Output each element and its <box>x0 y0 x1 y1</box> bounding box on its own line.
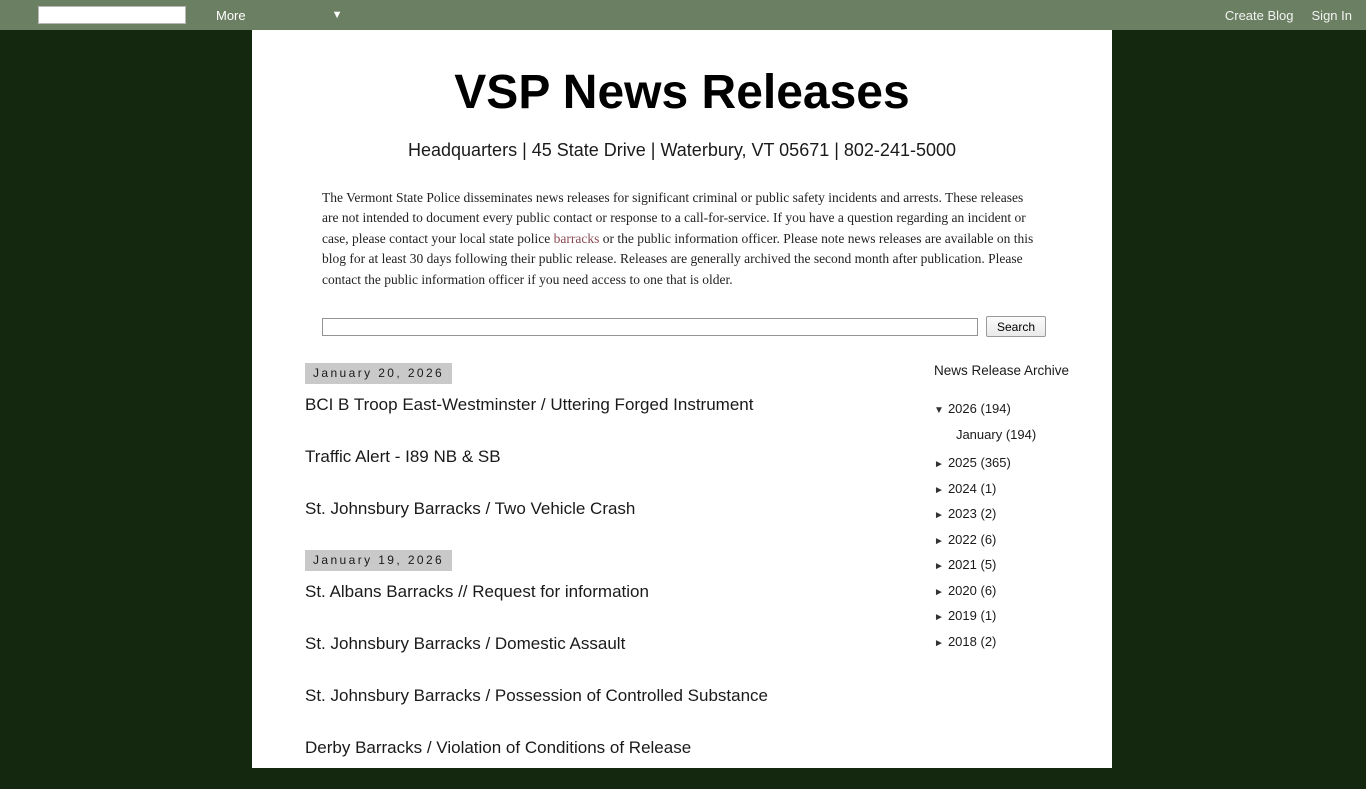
posts-column <box>305 363 859 789</box>
description-text-part2: or the public information officer. Please note news releases are available on this blog for at least 30 days following their public release. Releases are generally archived the second month after publication. Please contact the public information officer if you need access to one that is older. <box>322 230 1034 287</box>
barracks-link[interactable]: barracks <box>553 230 600 246</box>
sidebar <box>934 363 1112 789</box>
archive-year-label[interactable]: 2024 (1) <box>947 480 997 496</box>
page-subtitle: Headquarters | 45 State Drive | Waterbury, VT 05671 | 802-241-5000 <box>408 139 956 160</box>
date-header: January 19, 2026 <box>305 550 452 571</box>
archive-year-label[interactable]: 2025 (365) <box>947 455 1011 471</box>
content-container <box>252 30 1112 768</box>
blogger-navbar <box>0 0 1366 30</box>
triangle-right-icon[interactable]: ► <box>933 510 944 522</box>
post-title[interactable]: St. Albans Barracks // Request for information <box>305 582 649 602</box>
page-background <box>0 30 1366 768</box>
triangle-down-icon[interactable]: ▼ <box>933 405 944 417</box>
archive-year-label[interactable]: 2018 (2) <box>947 633 997 649</box>
search-button[interactable]: Search <box>986 316 1046 337</box>
archive-widget-title: News Release Archive <box>933 363 1070 379</box>
create-blog-link[interactable]: Create Blog <box>1224 7 1294 23</box>
archive-year-label[interactable]: 2022 (6) <box>947 531 997 547</box>
post-title[interactable]: St. Johnsbury Barracks / Two Vehicle Crash <box>305 499 636 519</box>
page-title: VSP News Releases <box>454 66 910 119</box>
archive-year-2022[interactable] <box>934 528 1112 554</box>
triangle-right-icon[interactable]: ► <box>933 637 944 649</box>
main-columns <box>252 363 1112 789</box>
archive-year-2026[interactable] <box>934 397 1112 423</box>
search-form <box>322 316 1112 337</box>
archive-year-2023[interactable] <box>934 502 1112 528</box>
archive-year-2025[interactable] <box>934 451 1112 477</box>
navbar-more-button[interactable]: More <box>216 7 246 23</box>
post-title[interactable]: Derby Barracks / Violation of Conditions of Release <box>305 738 692 758</box>
triangle-right-icon[interactable]: ► <box>933 484 944 496</box>
chevron-down-icon[interactable]: ▼ <box>331 8 343 21</box>
triangle-right-icon[interactable]: ► <box>933 535 944 547</box>
date-group <box>305 550 859 759</box>
search-input[interactable] <box>322 318 978 336</box>
archive-year-2024[interactable] <box>934 477 1112 503</box>
triangle-right-icon[interactable]: ► <box>933 561 944 573</box>
archive-year-label[interactable]: 2026 (194) <box>947 401 1011 417</box>
archive-year-2021[interactable] <box>934 553 1112 579</box>
archive-year-label[interactable]: 2020 (6) <box>947 582 997 598</box>
post-title[interactable]: BCI B Troop East-Westminster / Uttering Forged Instrument <box>305 395 754 415</box>
sign-in-link[interactable]: Sign In <box>1311 7 1352 23</box>
date-header: January 20, 2026 <box>305 363 452 384</box>
triangle-right-icon[interactable]: ► <box>933 612 944 624</box>
blog-description <box>322 188 1037 291</box>
post-title[interactable]: Traffic Alert - I89 NB & SB <box>305 447 501 467</box>
archive-year-2020[interactable] <box>934 579 1112 605</box>
triangle-right-icon[interactable]: ► <box>933 459 944 471</box>
archive-year-label[interactable]: 2021 (5) <box>947 557 997 573</box>
post-title[interactable]: St. Johnsbury Barracks / Domestic Assault <box>305 634 626 654</box>
navbar-left-group <box>0 6 343 24</box>
archive-year-2018[interactable] <box>934 630 1112 656</box>
navbar-right-group <box>1225 8 1352 23</box>
archive-year-label[interactable]: 2019 (1) <box>947 608 997 624</box>
date-group <box>305 363 859 520</box>
triangle-right-icon[interactable]: ► <box>933 586 944 598</box>
description-text-part1: The Vermont State Police disseminates news releases for significant criminal or public safety incidents and arrests. These releases are not intended to document every public contact or response to a call-for-service. If you have a question regarding an incident or case, please contact your local state police <box>322 189 1026 246</box>
archive-month-january[interactable]: January (194) <box>955 426 1037 442</box>
navbar-search-input[interactable] <box>38 6 186 24</box>
archive-year-label[interactable]: 2023 (2) <box>947 506 997 522</box>
archive-year-2019[interactable] <box>934 604 1112 630</box>
post-title[interactable]: St. Johnsbury Barracks / Possession of Controlled Substance <box>305 686 769 706</box>
